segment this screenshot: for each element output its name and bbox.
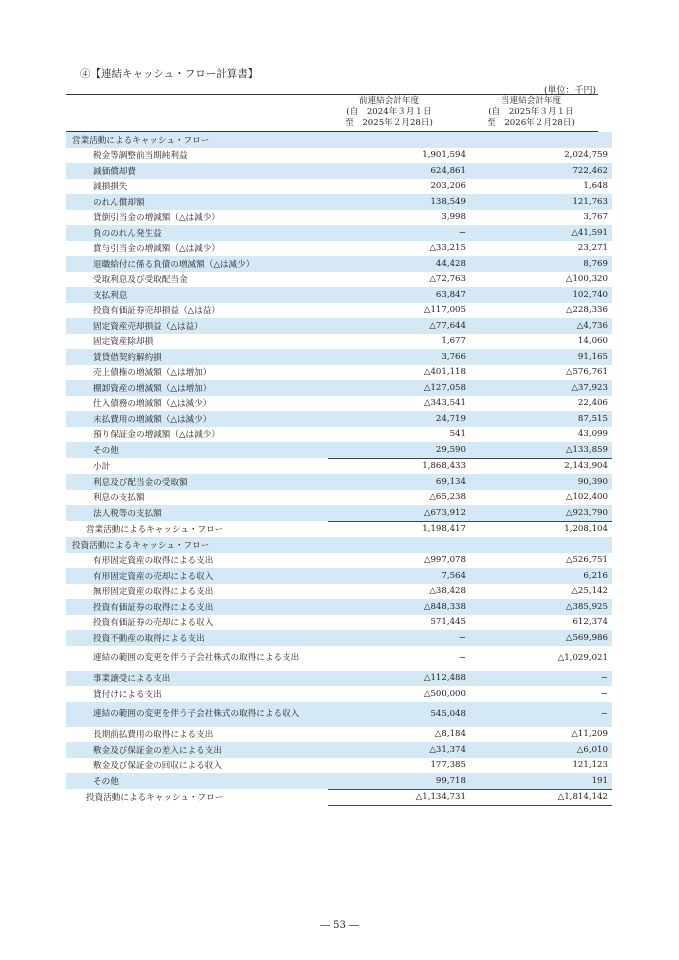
column-header-line: 前連結会計年度 <box>358 96 420 106</box>
value-current-year: 1,648 <box>583 181 608 192</box>
statement-title: ④【連結キャッシュ・フロー計算書】 <box>80 68 259 80</box>
value-current-year: 3,767 <box>583 212 608 223</box>
value-current-year: 102,740 <box>470 287 612 303</box>
row-label: 敷金及び保証金の回収による収入 <box>93 761 222 772</box>
value-previous-year <box>328 537 470 553</box>
value-previous-year: 1,901,594 <box>422 150 466 161</box>
table-row <box>66 318 612 334</box>
value-current-year: 6,216 <box>470 568 612 584</box>
value-current-year <box>470 537 612 553</box>
row-label: 投資不動産の取得による支出 <box>66 630 322 646</box>
value-current-year: 612,374 <box>572 617 608 628</box>
value-current-year: △1,029,021 <box>557 653 608 663</box>
value-current-year: △923,790 <box>470 505 612 521</box>
row-label: 事業譲受による支出 <box>66 671 322 687</box>
value-previous-year: △343,541 <box>423 398 466 409</box>
table-row <box>66 303 612 319</box>
value-previous-year: 571,445 <box>430 617 466 628</box>
value-current-year: 91,165 <box>470 349 612 365</box>
value-current-year: 87,515 <box>470 411 612 427</box>
table-row <box>66 727 612 743</box>
value-current-year: △4,736 <box>470 318 612 334</box>
row-label: 有形固定資産の取得による支出 <box>93 556 214 567</box>
row-label: 棚卸資産の増減額（△は増加） <box>66 380 322 396</box>
table-row <box>66 773 612 789</box>
value-current-year: △576,761 <box>565 367 608 378</box>
row-label: 負ののれん発生益 <box>66 225 322 241</box>
row-label: 賃貸借契約解約損 <box>66 349 322 365</box>
row-label: 敷金及び保証金の差入による支出 <box>66 742 322 758</box>
row-label: 預り保証金の増減額（△は減少） <box>93 430 220 441</box>
header-top-rule <box>66 94 598 95</box>
value-previous-year: △500,000 <box>423 688 466 699</box>
value-current-year <box>470 132 612 148</box>
row-label: 投資活動によるキャッシュ・フロー <box>86 793 224 804</box>
cash-flow-table <box>66 132 612 806</box>
column-header-line: (自 2024年３月１日 <box>346 107 432 117</box>
table-row <box>66 686 612 702</box>
value-current-year: △1,814,142 <box>470 789 612 806</box>
value-previous-year: △112,488 <box>328 671 470 687</box>
value-current-year: 121,763 <box>470 194 612 210</box>
table-row <box>66 411 612 427</box>
value-current-year: 22,406 <box>577 398 608 409</box>
table-row <box>66 490 612 506</box>
cash-flow-table-body <box>66 132 612 806</box>
value-previous-year: △401,118 <box>423 367 466 378</box>
value-previous-year <box>328 132 470 148</box>
value-previous-year: 203,206 <box>430 181 466 192</box>
value-current-year: △41,591 <box>470 225 612 241</box>
table-row <box>66 210 612 226</box>
row-label: 賞与引当金の増減額（△は減少） <box>93 244 220 255</box>
table-row <box>66 671 612 687</box>
table-row <box>66 132 612 148</box>
row-label: 無形固定資産の取得による支出 <box>93 587 214 598</box>
row-label: その他 <box>66 773 322 789</box>
value-current-year: △228,336 <box>565 305 608 316</box>
row-label: 営業活動によるキャッシュ・フロー <box>66 132 322 148</box>
row-label: 退職給付に係る負債の増減額（△は減少） <box>66 256 322 272</box>
row-label: 貸付けによる支出 <box>93 689 162 700</box>
table-row <box>66 287 612 303</box>
column-header-line: 至 2025年２月28日) <box>345 118 433 128</box>
value-previous-year: △38,428 <box>429 586 466 597</box>
value-previous-year: △117,005 <box>423 305 466 316</box>
table-row <box>66 272 612 288</box>
table-row <box>66 365 612 381</box>
value-current-year: 1,208,104 <box>470 521 612 537</box>
value-previous-year: 624,861 <box>328 163 470 179</box>
table-row <box>66 630 612 646</box>
value-current-year: 722,462 <box>470 163 612 179</box>
table-row <box>66 505 612 521</box>
table-row <box>66 702 612 727</box>
value-previous-year: 1,868,433 <box>328 458 470 474</box>
row-label: 受取利息及び受取配当金 <box>93 275 188 286</box>
page-number: ― 53 ― <box>319 920 360 931</box>
table-row <box>66 256 612 272</box>
value-current-year: △6,010 <box>470 742 612 758</box>
table-row <box>66 396 612 412</box>
row-label: 減損損失 <box>93 182 128 193</box>
table-row <box>66 584 612 600</box>
value-current-year: 121,123 <box>572 760 608 771</box>
column-header-line: 至 2026年２月28日) <box>487 118 575 128</box>
table-row <box>66 742 612 758</box>
value-previous-year: △65,238 <box>429 492 466 503</box>
value-previous-year: 177,385 <box>430 760 466 771</box>
table-row <box>66 179 612 195</box>
row-label: のれん償却額 <box>66 194 322 210</box>
value-previous-year: − <box>328 630 470 646</box>
table-row <box>66 349 612 365</box>
value-current-year: 2,143,904 <box>470 458 612 474</box>
row-label: 支払利息 <box>66 287 322 303</box>
value-previous-year: 138,549 <box>328 194 470 210</box>
row-label: 未払費用の増減額（△は減少） <box>66 411 322 427</box>
value-previous-year: 24,719 <box>328 411 470 427</box>
table-row <box>66 427 612 443</box>
table-row <box>66 553 612 569</box>
value-previous-year: 69,134 <box>328 474 470 490</box>
table-row <box>66 474 612 490</box>
value-previous-year: 541 <box>449 429 466 440</box>
row-label: 仕入債務の増減額（△は減少） <box>93 399 212 410</box>
table-row <box>66 646 612 671</box>
row-label: 投資有価証券の売却による収入 <box>93 618 214 629</box>
table-row <box>66 758 612 774</box>
row-label: 貸倒引当金の増減額（△は減少） <box>93 213 220 224</box>
table-row <box>66 458 612 474</box>
value-current-year: △102,400 <box>565 492 608 503</box>
row-label: 利息及び配当金の受取額 <box>66 474 322 490</box>
value-previous-year: 545,048 <box>328 702 470 727</box>
value-previous-year: 3,766 <box>328 349 470 365</box>
row-label: 有形固定資産の売却による収入 <box>66 568 322 584</box>
row-label: 売上債権の増減額（△は増加） <box>93 368 212 379</box>
row-label: 固定資産売却損益（△は益） <box>66 318 322 334</box>
value-current-year: 43,099 <box>577 429 608 440</box>
value-previous-year: △673,912 <box>328 505 470 521</box>
row-label: 長期前払費用の取得による支出 <box>93 730 214 741</box>
row-label: 小計 <box>93 462 111 472</box>
value-current-year: 23,271 <box>577 243 608 254</box>
value-current-year: △100,320 <box>565 274 608 285</box>
row-label: 営業活動によるキャッシュ・フロー <box>86 525 224 535</box>
table-row <box>66 599 612 615</box>
value-previous-year: △72,763 <box>429 274 466 285</box>
value-current-year: − <box>470 671 612 687</box>
value-current-year: 191 <box>470 773 612 789</box>
value-previous-year: 1,677 <box>441 336 466 347</box>
value-current-year: △37,923 <box>470 380 612 396</box>
value-previous-year: △8,184 <box>434 729 466 740</box>
value-previous-year: − <box>458 653 466 663</box>
value-previous-year: 63,847 <box>328 287 470 303</box>
value-previous-year: 99,718 <box>328 773 470 789</box>
row-label: 投資活動によるキャッシュ・フロー <box>66 537 322 553</box>
value-current-year: − <box>600 688 608 699</box>
row-label: その他 <box>66 442 322 458</box>
value-current-year: △569,986 <box>470 630 612 646</box>
table-row <box>66 241 612 257</box>
table-row <box>66 148 612 164</box>
column-header-current-year <box>462 96 600 129</box>
value-previous-year: − <box>328 225 470 241</box>
value-current-year: △385,925 <box>470 599 612 615</box>
table-row <box>66 380 612 396</box>
column-header-line: 当連結会計年度 <box>500 96 562 106</box>
table-row <box>66 194 612 210</box>
value-previous-year: 7,564 <box>328 568 470 584</box>
row-label: 税金等調整前当期純利益 <box>93 151 188 162</box>
table-row <box>66 442 612 458</box>
table-row <box>66 521 612 537</box>
table-row <box>66 537 612 553</box>
value-previous-year: △31,374 <box>328 742 470 758</box>
value-previous-year: △848,338 <box>328 599 470 615</box>
value-previous-year: 44,428 <box>328 256 470 272</box>
value-previous-year: △33,215 <box>429 243 466 254</box>
value-previous-year: 3,998 <box>441 212 466 223</box>
row-label: 投資有価証券の取得による支出 <box>66 599 322 615</box>
value-previous-year: △997,078 <box>423 555 466 566</box>
table-row <box>66 225 612 241</box>
value-current-year: 14,060 <box>577 336 608 347</box>
value-current-year: △11,209 <box>571 729 608 740</box>
value-current-year: 90,390 <box>470 474 612 490</box>
row-label: 法人税等の支払額 <box>66 505 322 521</box>
row-label: 連結の範囲の変更を伴う子会社株式の取得による収入 <box>66 702 322 727</box>
value-previous-year: △127,058 <box>328 380 470 396</box>
row-label: 利息の支払額 <box>93 493 145 504</box>
value-current-year: △526,751 <box>565 555 608 566</box>
column-header-line: (自 2025年３月１日 <box>488 107 574 117</box>
value-previous-year: 29,590 <box>328 442 470 458</box>
unit-label: (単位：千円) <box>543 86 596 96</box>
table-row <box>66 163 612 179</box>
row-label: 減価償却費 <box>66 163 322 179</box>
value-current-year: 8,769 <box>470 256 612 272</box>
value-previous-year: △77,644 <box>328 318 470 334</box>
row-label: 投資有価証券売却損益（△は益） <box>93 306 220 317</box>
value-current-year: △25,142 <box>571 586 608 597</box>
value-previous-year: △1,134,731 <box>328 789 470 806</box>
value-current-year: △133,859 <box>470 442 612 458</box>
table-row <box>66 568 612 584</box>
value-current-year: − <box>470 702 612 727</box>
table-row <box>66 789 612 806</box>
table-row <box>66 615 612 631</box>
row-label: 連結の範囲の変更を伴う子会社株式の取得による支出 <box>93 653 300 663</box>
value-current-year: 2,024,759 <box>564 150 608 161</box>
value-previous-year: 1,198,417 <box>328 521 470 537</box>
row-label: 固定資産除却損 <box>93 337 154 348</box>
column-header-previous-year <box>320 96 458 129</box>
table-row <box>66 334 612 350</box>
